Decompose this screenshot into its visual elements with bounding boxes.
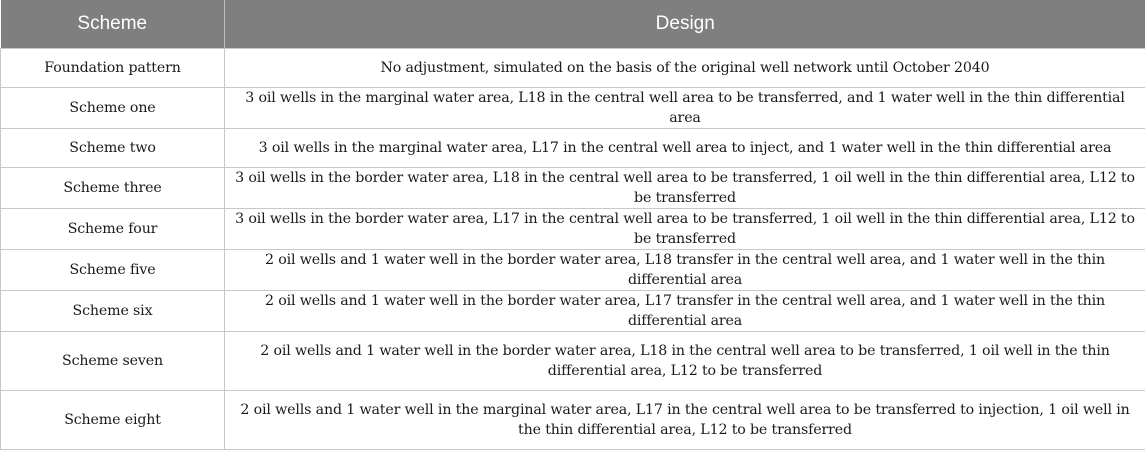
design-cell: 3 oil wells in the border water area, L18 in the central well area to be transferred, 1 oil well in the thin differential area, L12 to be transferred xyxy=(225,168,1145,209)
scheme-cell: Scheme three xyxy=(1,168,225,209)
table-row xyxy=(1,129,1145,168)
table-row xyxy=(1,250,1145,291)
scheme-cell: Scheme six xyxy=(1,291,225,332)
column-header-scheme: Scheme xyxy=(1,0,225,49)
table-row xyxy=(1,391,1145,450)
table-row xyxy=(1,291,1145,332)
design-cell: 2 oil wells and 1 water well in the marginal water area, L17 in the central well area to be transferred to injection, 1 oil well in the thin differential area, L12 to be transferred xyxy=(225,391,1145,450)
design-cell: 3 oil wells in the border water area, L17 in the central well area to be transferred, 1 oil well in the thin differential area, L12 to be transferred xyxy=(225,209,1145,250)
table-row xyxy=(1,49,1145,88)
scheme-cell: Scheme seven xyxy=(1,332,225,391)
column-header-design: Design xyxy=(225,0,1145,49)
design-cell: 2 oil wells and 1 water well in the border water area, L18 transfer in the central well area, and 1 water well in the thin differential area xyxy=(225,250,1145,291)
design-cell: 2 oil wells and 1 water well in the border water area, L18 in the central well area to be transferred, 1 oil well in the thin differential area, L12 to be transferred xyxy=(225,332,1145,391)
design-cell: 2 oil wells and 1 water well in the border water area, L17 transfer in the central well area, and 1 water well in the thin differential area xyxy=(225,291,1145,332)
table-row xyxy=(1,332,1145,391)
design-cell: No adjustment, simulated on the basis of the original well network until October 2040 xyxy=(225,49,1145,88)
scheme-cell: Foundation pattern xyxy=(1,49,225,88)
scheme-cell: Scheme one xyxy=(1,88,225,129)
scheme-cell: Scheme four xyxy=(1,209,225,250)
table-row xyxy=(1,209,1145,250)
scheme-cell: Scheme five xyxy=(1,250,225,291)
table-row xyxy=(1,168,1145,209)
design-cell: 3 oil wells in the marginal water area, L18 in the central well area to be transferred, and 1 water well in the thin differential area xyxy=(225,88,1145,129)
design-cell: 3 oil wells in the marginal water area, L17 in the central well area to inject, and 1 water well in the thin differential area xyxy=(225,129,1145,168)
table-header-row xyxy=(1,0,1145,49)
scheme-cell: Scheme two xyxy=(1,129,225,168)
table-row xyxy=(1,88,1145,129)
scheme-cell: Scheme eight xyxy=(1,391,225,450)
